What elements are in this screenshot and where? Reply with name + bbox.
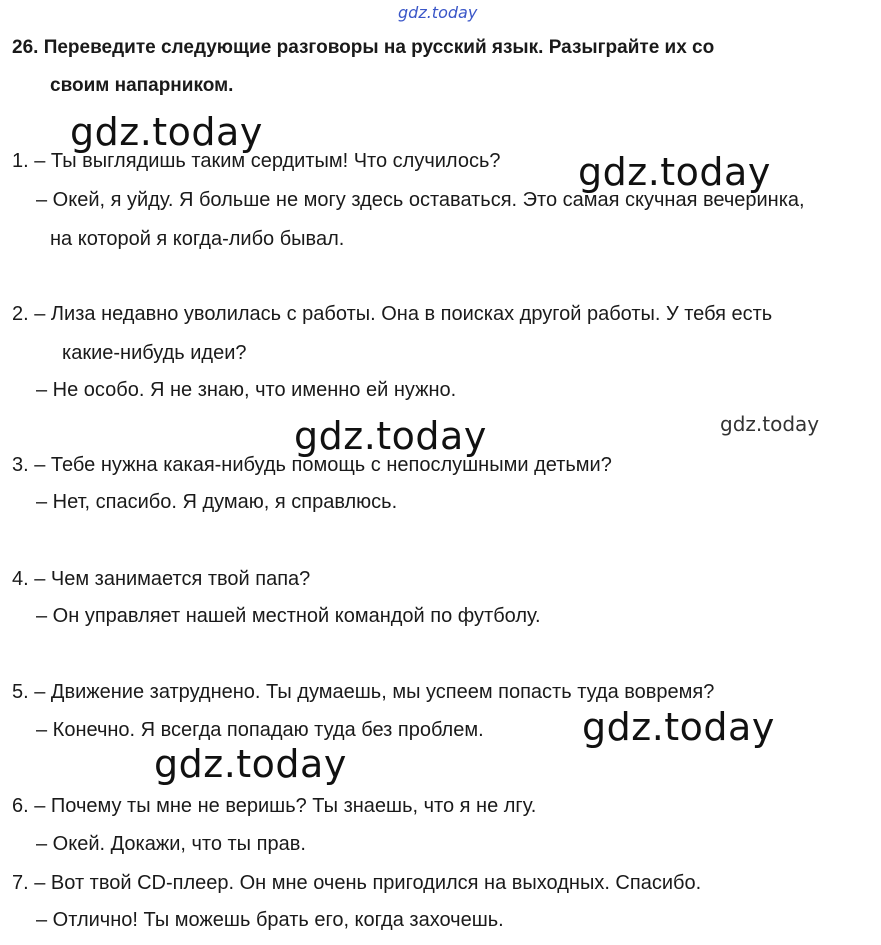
watermark: gdz.today (70, 110, 263, 154)
task-instruction: Переведите следующие разговоры на русский язык. Разыграйте их со (43, 37, 715, 58)
dialogue-line: 2. – Лиза недавно уволилась с работы. Она в поисках другой работы. У тебя есть (12, 303, 773, 325)
dialogue-line: – Не особо. Я не знаю, что именно ей нужно. (36, 379, 457, 401)
task-instruction-cont: своим напарником. (50, 75, 234, 96)
dialogue-line: 3. – Тебе нужна какая-нибудь помощь с непослушными детьми? (12, 454, 612, 476)
watermark-top: gdz.today (398, 3, 478, 22)
dialogue-line: на которой я когда-либо бывал. (50, 228, 345, 250)
dialogue-line: – Отлично! Ты можешь брать его, когда захочешь. (36, 909, 504, 931)
watermark: gdz.today (154, 742, 347, 786)
dialogue-line: – Окей, я уйду. Я больше не могу здесь оставаться. Это самая скучная вечеринка, (36, 189, 805, 211)
watermark: gdz.today (720, 412, 820, 436)
dialogue-line: 4. – Чем занимается твой папа? (12, 568, 311, 590)
watermark: gdz.today (582, 705, 775, 749)
dialogue-line: 6. – Почему ты мне не веришь? Ты знаешь, что я не лгу. (12, 795, 537, 817)
watermark: gdz.today (294, 414, 487, 458)
dialogue-line: 5. – Движение затруднено. Ты думаешь, мы успеем попасть туда вовремя? (12, 681, 715, 703)
dialogue-line: – Он управляет нашей местной командой по футболу. (36, 605, 541, 627)
dialogue-line: 1. – Ты выглядишь таким сердитым! Что случилось? (12, 150, 501, 172)
task-number: 26. (12, 37, 39, 58)
dialogue-line: – Нет, спасибо. Я думаю, я справлюсь. (36, 491, 398, 513)
dialogue-line: какие-нибудь идеи? (62, 342, 247, 364)
watermark: gdz.today (578, 150, 771, 194)
dialogue-line: 7. – Вот твой CD-плеер. Он мне очень пригодился на выходных. Спасибо. (12, 872, 702, 894)
dialogue-line: – Конечно. Я всегда попадаю туда без проблем. (36, 719, 484, 741)
task-heading (12, 36, 714, 60)
dialogue-line: – Окей. Докажи, что ты прав. (36, 833, 306, 855)
